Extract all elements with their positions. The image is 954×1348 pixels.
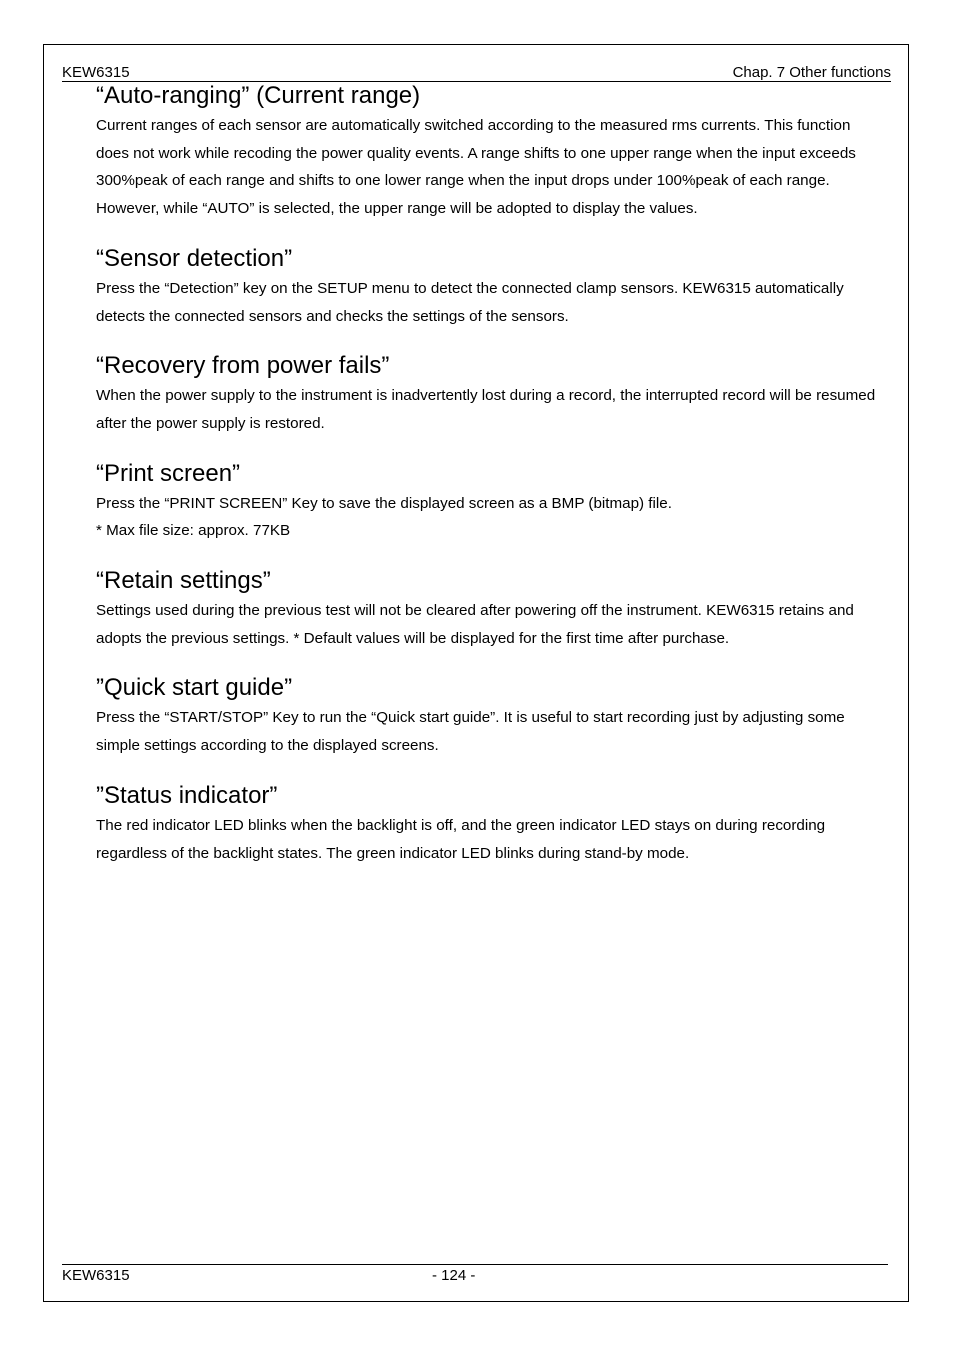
section-title: “Retain settings”: [96, 567, 271, 595]
section-print-screen: [96, 458, 886, 545]
section-quick-start: [96, 672, 886, 759]
page-content: [96, 80, 886, 867]
footer-model: KEW6315: [62, 1267, 130, 1284]
section-title: “Recovery from power fails”: [96, 352, 390, 380]
section-title: “Auto-ranging” (Current range): [96, 82, 421, 109]
section-status-indicator: [96, 780, 886, 867]
header-chapter: Chap. 7 Other functions: [732, 64, 891, 81]
section-paragraph: Press the “PRINT SCREEN” Key to save the displayed screen as a BMP (bitmap) file.: [96, 494, 672, 512]
page-number: - 124 -: [432, 1267, 476, 1284]
section-title: “Sensor detection”: [96, 244, 293, 272]
section-paragraph: Settings used during the previous test will not be cleared after powering off the instrument. KEW6315 retains and adopts the previous settings. * Default values will be displayed for the first time after purchase.: [96, 602, 854, 647]
section-paragraph: Press the “START/STOP” Key to run the “Quick start guide”. It is useful to start recording just by adjusting some simple settings according to the displayed screens.: [96, 709, 845, 755]
section-auto-ranging: [96, 80, 886, 223]
header-model: KEW6315: [62, 64, 130, 81]
section-paragraph: When the power supply to the instrument is inadvertently lost during a record, the interrupted record will be resumed after the power supply is restored.: [96, 387, 876, 432]
page-footer: [62, 1264, 888, 1287]
section-recovery: [96, 350, 886, 437]
section-paragraph: Press the “Detection” key on the SETUP menu to detect the connected clamp sensors. KEW6315 automatically detects the connected sensors and checks the settings of the sensors.: [96, 279, 844, 325]
section-title: ”Status indicator”: [96, 781, 278, 809]
section-paragraph: The red indicator LED blinks when the backlight is off, and the green indicator LED stays on during recording regardless of the backlight states. The green indicator LED blinks during stand-by mode.: [96, 816, 826, 862]
section-title: ”Quick start guide”: [96, 674, 293, 702]
section-title: “Print screen”: [96, 459, 241, 487]
section-paragraph: Current ranges of each sensor are automatically switched according to the measured rms currents. This function does not work while recoding the power quality events. A range shifts to one upper range when the input exceeds 300%peak of each range and shifts to one lower range when the input drops under 100%peak of each range. However, while “AUTO” is selected, the upper range will be adopted to display the values.: [96, 117, 856, 218]
section-retain-settings: [96, 565, 886, 652]
section-sensor-detection: [96, 243, 886, 330]
section-note: * Max file size: approx. 77KB: [96, 522, 291, 540]
